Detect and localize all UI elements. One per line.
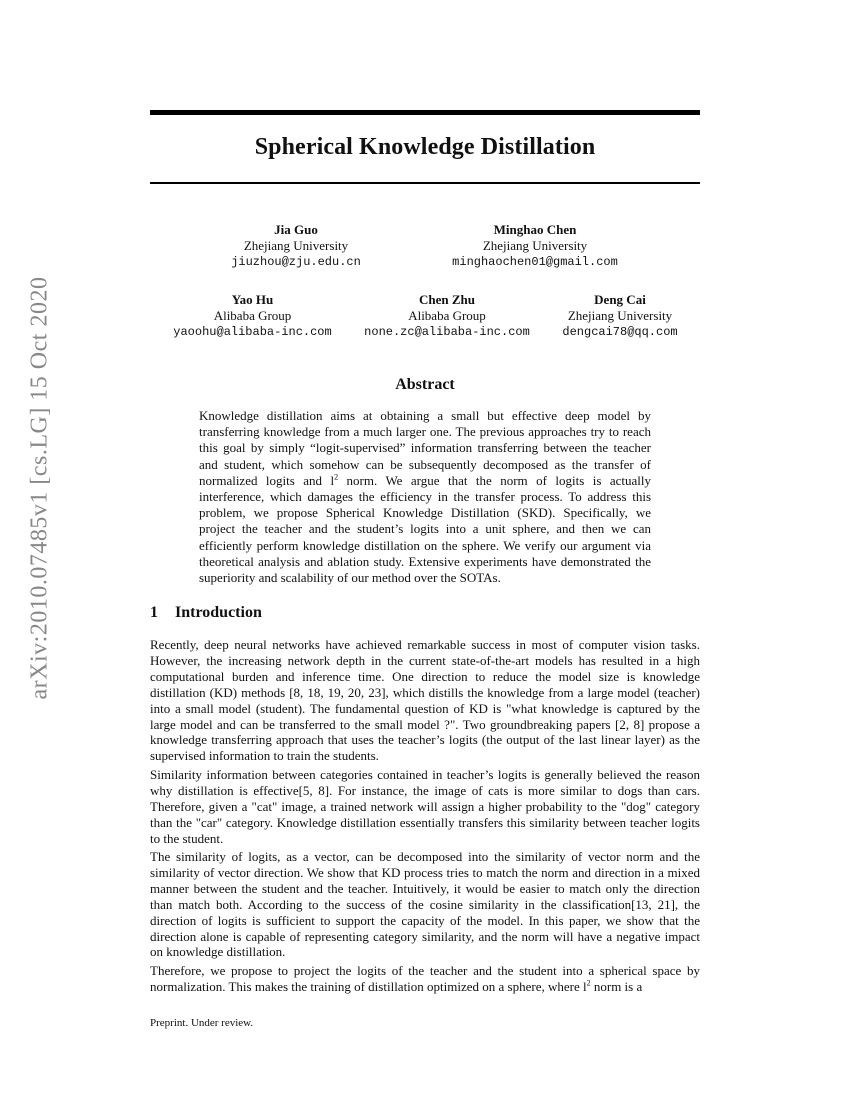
author-block — [216, 222, 376, 270]
author-email[interactable]: yaoohu@alibaba-inc.com — [173, 325, 332, 339]
arxiv-identifier: arXiv:2010.07485v1 [cs.LG] 15 Oct 2020 — [26, 276, 53, 700]
author-name: Deng Cai — [594, 292, 646, 307]
author-block — [352, 292, 542, 340]
abstract-body — [199, 408, 651, 586]
author-email[interactable]: none.zc@alibaba-inc.com — [364, 325, 530, 339]
footer-note: Preprint. Under review. — [150, 1017, 254, 1029]
section-title: Introduction — [175, 604, 262, 621]
abstract-superscript: 2 — [334, 472, 339, 482]
author-affiliation: Zhejiang University — [243, 238, 349, 253]
paragraph-superscript: 2 — [586, 978, 591, 988]
intro-paragraph: Recently, deep neural networks have achieved remarkable success in most of computer vision tasks. However, the increasing network depth in the current state-of-the-art models has resulted in a high computational burden and inference time. One direction to reduce the model size is knowledge distillation (KD) methods [8, 18, 19, 20, 23], which distills the knowledge from a large model (teacher) into a small model (student). The fundamental question of KD is "what knowledge is captured by the large model and can be transferred to the small model ?". Two groundbreaking papers [2, 8] propose a knowledge transferring approach that uses the teacher’s logits (the output of the last linear layer) as the supervised information to train the students. — [150, 637, 700, 764]
section-number: 1 — [150, 604, 158, 621]
author-name: Chen Zhu — [419, 292, 475, 307]
intro-paragraph: Similarity information between categories contained in teacher’s logits is generally believed the reason why distillation is effective[5, 8]. For instance, the image of cats is more similar to dogs than cars. Therefore, given a "cat" image, a trained network will assign a higher probability to the "dog" category than the "car" category. Knowledge distillation essentially transfers this similarity between teacher logits to the student. — [150, 767, 700, 846]
author-affiliation: Alibaba Group — [213, 308, 292, 323]
author-email[interactable]: jiuzhou@zju.edu.cn — [231, 255, 361, 269]
title-bottom-rule — [150, 182, 700, 184]
author-block — [550, 292, 690, 340]
author-affiliation: Zhejiang University — [567, 308, 673, 323]
section-heading — [150, 604, 262, 622]
paper-title: Spherical Knowledge Distillation — [254, 134, 596, 160]
abstract-heading: Abstract — [395, 376, 455, 393]
author-affiliation: Alibaba Group — [408, 308, 486, 323]
author-affiliation: Zhejiang University — [482, 238, 588, 253]
author-name: Jia Guo — [274, 222, 318, 237]
author-name: Minghao Chen — [493, 222, 577, 237]
paragraph-text: norm is a — [590, 978, 643, 994]
paragraph-text: Therefore, we propose to project the logits of the teacher and the student into a spherical space by normalization. This makes the training of distillation optimized on a sphere, where l — [150, 963, 700, 994]
intro-paragraph — [150, 963, 700, 995]
author-email[interactable]: minghaochen01@gmail.com — [452, 255, 618, 269]
title-top-rule — [150, 110, 700, 115]
abstract-text: Knowledge distillation aims at obtaining a small but effective deep model by transferring knowledge from a much larger one. The previous approaches try to reach this goal by simply “logit-supervised” information transferring between the teacher and student, which somehow can be subsequently decomposed as the transfer of normalized logits and l — [199, 408, 651, 488]
author-block — [425, 222, 645, 270]
author-name: Yao Hu — [231, 292, 274, 307]
author-email[interactable]: dengcai78@qq.com — [562, 325, 678, 339]
intro-paragraph: The similarity of logits, as a vector, can be decomposed into the similarity of vector norm and the similarity of vector direction. We show that KD process tries to match the norm and direction in a mixed manner between the student and the teacher. Intuitively, it would be easier to match only the direction than match both. According to the success of the cosine similarity in the classification[13, 21], the direction of logits is sufficient to support the capacity of the model. In this paper, we show that the direction alone is capable of representing category similarity, and the norm will have a negative impact on knowledge distillation. — [150, 849, 700, 960]
author-block — [160, 292, 345, 340]
abstract-text: norm. We argue that the norm of logits is actually interference, which damages the efficiency in the transfer process. To address this problem, we propose Spherical Knowledge Distillation (SKD). Specifically, we project the teacher and the student’s logits into a unit sphere, and then we can efficiently perform knowledge distillation on the sphere. We verify our argument via theoretical analysis and ablation study. Extensive experiments have demonstrated the superiority and scalability of our method over the SOTAs. — [199, 472, 651, 586]
